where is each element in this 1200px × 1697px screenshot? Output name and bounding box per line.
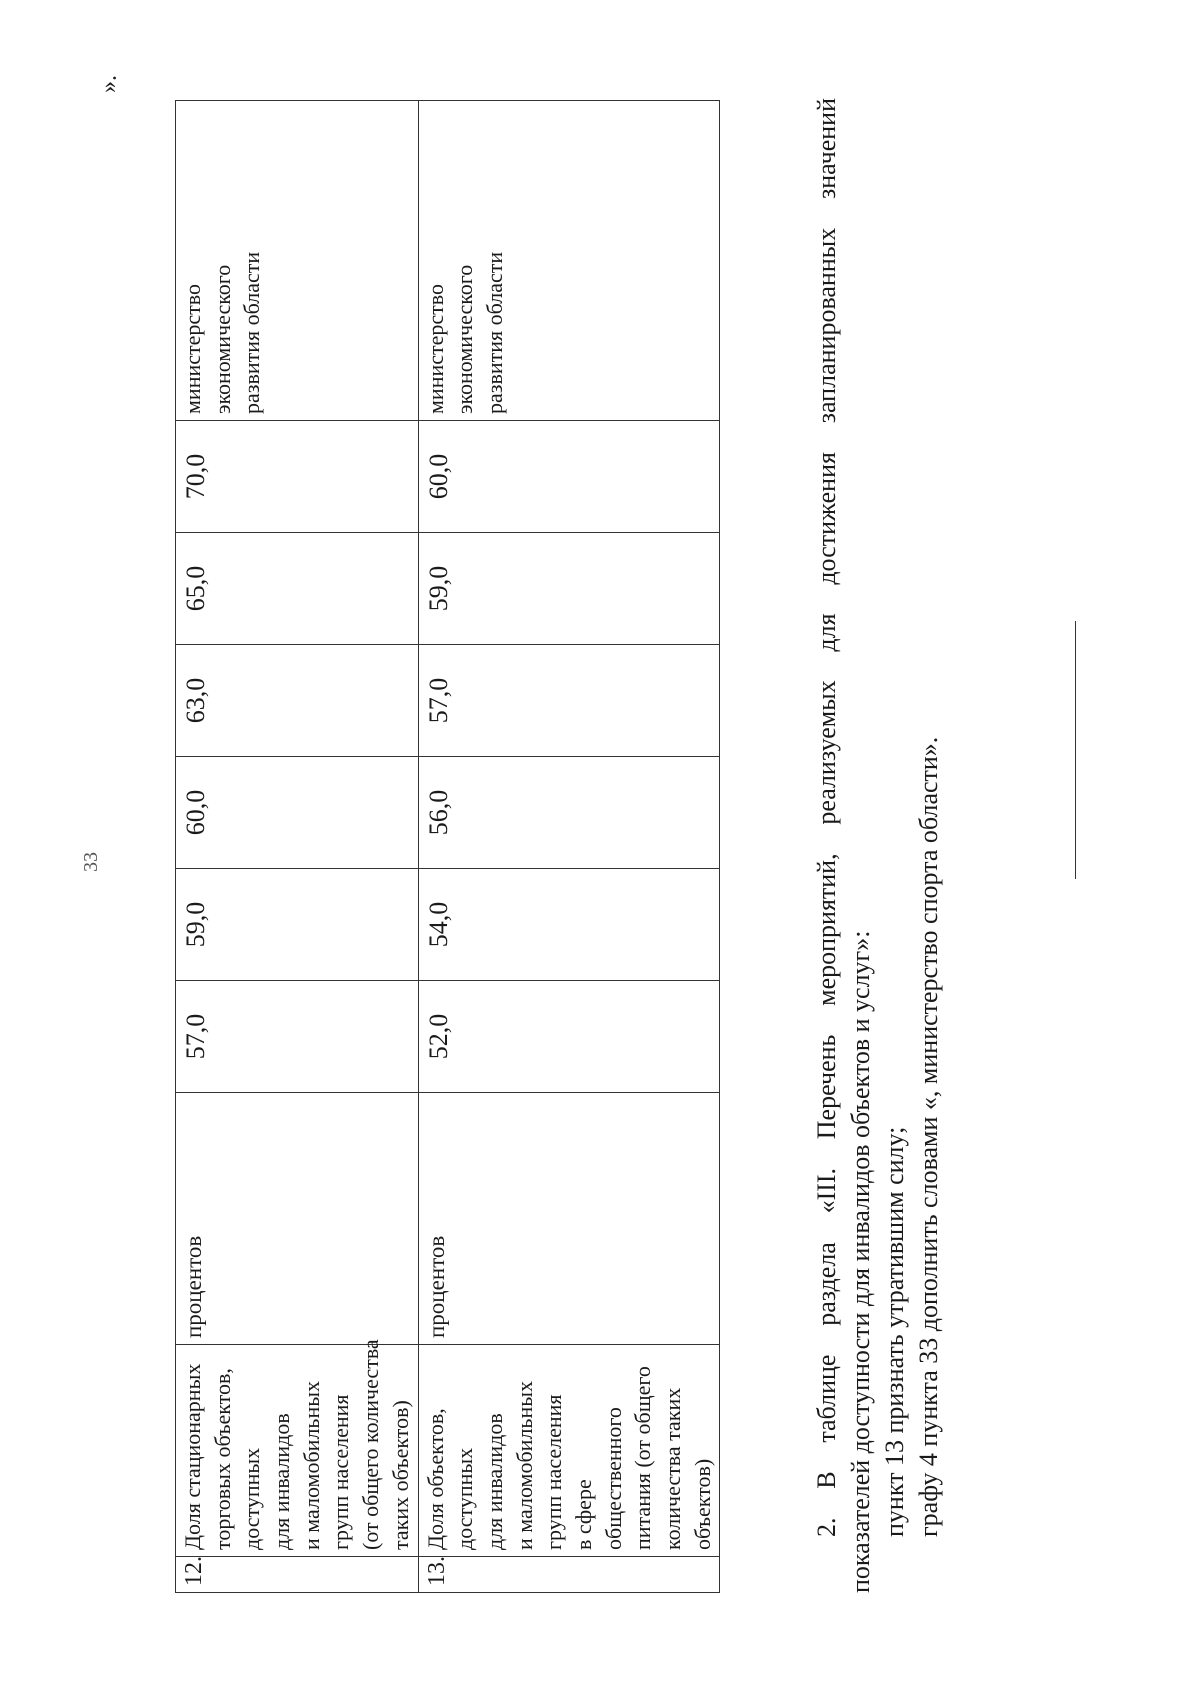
value-cell: 60,0 [418,421,720,533]
description-line: Доля объектов, [422,1408,448,1550]
value-cell: 63,0 [176,645,419,757]
unit-cell: процентов [418,1093,720,1345]
value-cell: 56,0 [418,757,720,869]
indicator-description-cell [418,1345,720,1557]
paragraph-3: графу 4 пункта 33 дополнить словами «, министерство спорта области». [914,736,943,1537]
paragraph-2: пункт 13 признать утратившим силу; [880,1126,909,1537]
row-number-cell: 13. [418,1557,720,1593]
value-cell: 54,0 [418,869,720,981]
table-row [176,101,419,1593]
description-line: питания (от общего [630,1366,656,1550]
description-line: и маломобильных [298,1380,324,1550]
paragraph-1-line-2: показателей доступности для инвалидов объектов и услуг»: [846,930,875,1593]
description-line: в сфере [570,1479,596,1550]
responsible-line: развития области [481,251,507,414]
responsible-line: экономического [452,264,478,414]
description-line: общественного [600,1407,626,1550]
description-line: торговых объектов, [209,1368,235,1550]
responsible-cell [176,101,419,421]
value-cell: 60,0 [176,757,419,869]
value-cell: 59,0 [176,869,419,981]
description-line: доступных [452,1447,478,1550]
description-line: объектов) [689,1458,715,1550]
description-line: доступных [239,1447,265,1550]
responsible-line: министерство [422,283,448,414]
amendment-text [810,98,946,1593]
description-line: Доля стационарных [180,1363,205,1550]
responsible-line: экономического [209,264,235,414]
description-line: таких объектов) [387,1400,413,1550]
value-cell: 65,0 [176,533,419,645]
description-line: для инвалидов [269,1413,295,1550]
description-line: групп населения [328,1394,354,1550]
responsible-line: развития области [239,251,265,414]
end-rule [1075,621,1076,879]
value-cell: 52,0 [418,981,720,1093]
indicator-description-cell [176,1339,419,1557]
description-line: и маломобильных [511,1380,537,1550]
indicators-table [175,100,720,1593]
description-line: количества таких [660,1387,685,1550]
closing-quote: ». [96,75,122,93]
row-number-cell: 12. [176,1557,419,1593]
page-number: 33 [80,852,102,872]
value-cell: 57,0 [176,981,419,1093]
value-cell: 59,0 [418,533,720,645]
value-cell: 70,0 [176,421,419,533]
responsible-cell [418,101,720,421]
unit-cell: процентов [176,1093,419,1345]
table-row [418,101,720,1593]
description-line: групп населения [541,1394,567,1550]
description-line: (от общего количества [358,1339,384,1550]
value-cell: 57,0 [418,645,720,757]
responsible-line: министерство [180,283,205,414]
description-line: для инвалидов [481,1413,507,1550]
paragraph-1-line-1: 2. В таблице раздела «III. Перечень мероприятий, реализуемых для достижения запланированных значений [812,98,841,1537]
